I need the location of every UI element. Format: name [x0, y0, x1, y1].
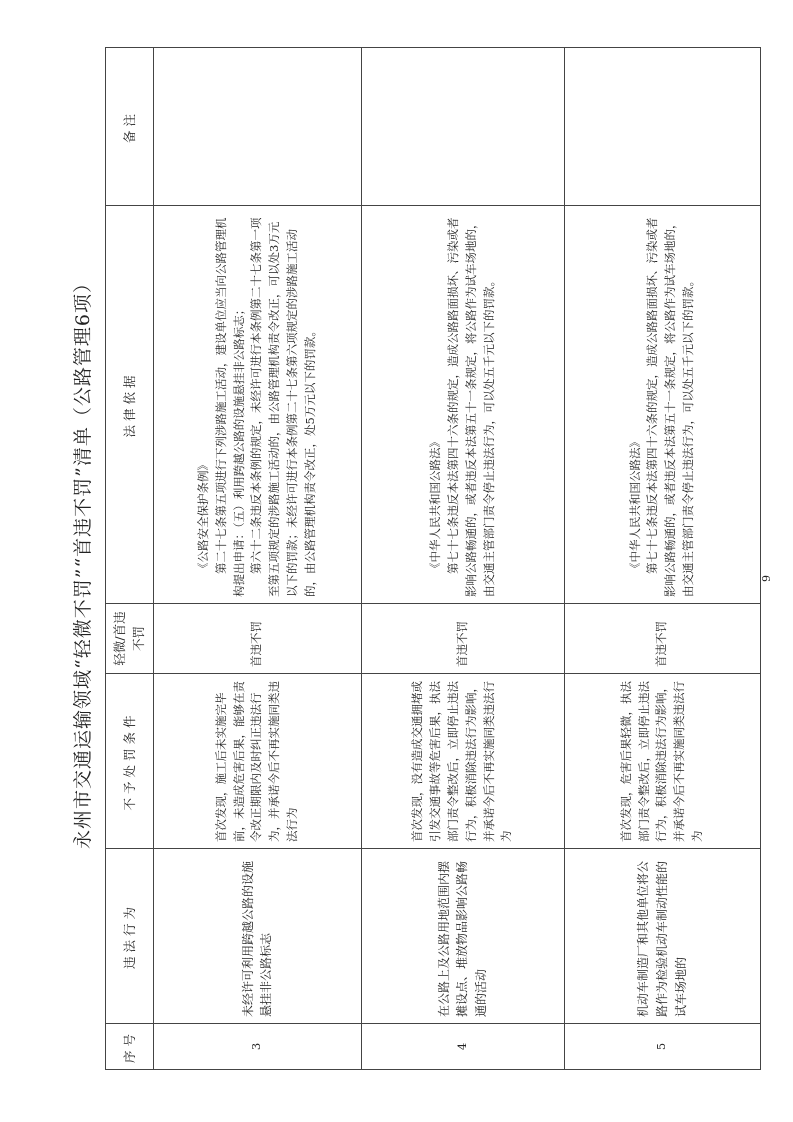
header-type: 轻微/首违不罚 — [106, 604, 154, 674]
page-number: 9 — [760, 575, 773, 582]
row-condition: 首次发现，危害后果轻微，执法部门责令整改后，立即停止违法行为，积极消除违法行为影响，并承诺今后不再实施同类违法行为 — [564, 674, 760, 849]
basis-law-name: 《中华人民共和国公路法》 — [428, 436, 443, 574]
row-number: 4 — [361, 1024, 564, 1070]
header-no: 序号 — [106, 1024, 154, 1070]
row-type: 首违不罚 — [564, 604, 760, 674]
basis-article: 第七十七条违反本法第四十六条的规定，造成公路路面损坏、污染或者影响公路畅通的，或者违反本法第五十一条规定，将公路作为试车场地的，由交通主管部门责令停止违法行为，可以处五千元以下的罚款。 — [645, 217, 696, 597]
row-basis — [153, 206, 361, 604]
basis-article: 第七十七条违反本法第四十六条的规定，造成公路路面损坏、污染或者影响公路畅通的，或者违反本法第五十一条规定，将公路作为试车场地的，由交通主管部门责令停止违法行为，可以处五千元以下的罚款。 — [445, 217, 496, 597]
table-row — [153, 48, 361, 1070]
row-note — [153, 48, 361, 206]
row-basis — [361, 206, 564, 604]
table-header-row — [106, 48, 154, 1070]
row-type: 首违不罚 — [153, 604, 361, 674]
basis-article: 第六十二条违反本条例的规定，未经许可进行本条例第二十七条第一项至第五项规定的涉路施工活动的，由公路管理机构责令改正，可以处3万元以下的罚款；未经许可进行本条例第二十七条第六项规定的涉路施工活动的，由公路管理机构责令改正，处5万元以下的罚款。 — [249, 217, 317, 597]
basis-article: 第二十七条第五项进行下列涉路施工活动，建设单位应当向公路管理机构提出申请：（五）利用跨越公路的设施悬挂非公路标志； — [213, 217, 246, 597]
basis-law-name: 《中华人民共和国公路法》 — [627, 436, 642, 574]
row-act: 未经许可利用跨越公路的设施悬挂非公路标志 — [153, 849, 361, 1024]
row-note — [564, 48, 760, 206]
row-number: 3 — [153, 1024, 361, 1070]
row-act: 机动车制造厂和其他单位将公路作为检验机动车制动性能的试车场地的 — [564, 849, 760, 1024]
table-row — [564, 48, 760, 1070]
header-act: 违法行为 — [106, 849, 154, 1024]
row-number: 5 — [564, 1024, 760, 1070]
row-type: 首违不罚 — [361, 604, 564, 674]
row-note — [361, 48, 564, 206]
header-basis: 法律依据 — [106, 206, 154, 604]
penalty-table — [105, 47, 761, 1070]
row-basis — [564, 206, 760, 604]
header-cond: 不予处罚条件 — [106, 674, 154, 849]
basis-law-name: 《公路安全保护条例》 — [195, 459, 210, 574]
row-act: 在公路上及公路用地范围内摆摊设点、堆放物品影响公路畅通的活动 — [361, 849, 564, 1024]
page-title: 永州市交通运输领域“轻微不罚”“首违不罚”清单（公路管理6项） — [72, 273, 94, 849]
header-note: 备注 — [106, 48, 154, 206]
row-condition: 首次发现，没有造成交通拥堵或引发交通事故等危害后果，执法部门责令整改后，立即停止违法行为，积极消除违法行为影响，并承诺今后不再实施同类违法行为 — [361, 674, 564, 849]
row-condition: 首次发现，施工后未实施完毕前，未造成危害后果，能够在责令改正期限内及时纠正违法行为，并承诺今后不再实施同类违法行为 — [153, 674, 361, 849]
table-row — [361, 48, 564, 1070]
